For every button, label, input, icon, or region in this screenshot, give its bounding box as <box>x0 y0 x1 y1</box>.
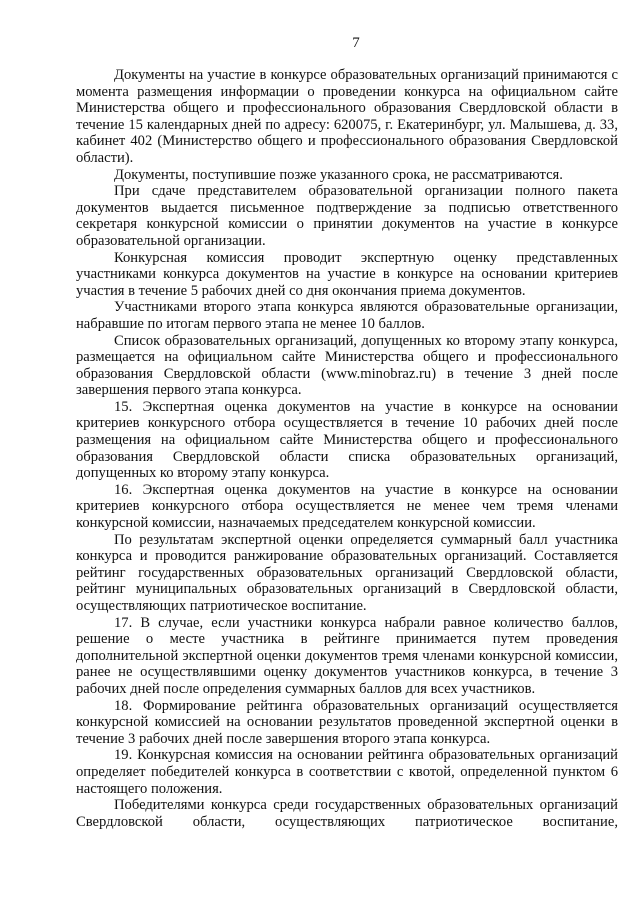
paragraph-ranking: По результатам экспертной оценки определяется суммарный балл участника конкурса и проводится ранжирование образовательных организаций. Составляется рейтинг государственных образовательных организаций Свердловской области, рейтинг муниципальных образовательных организаций в Свердловской области, осуществляющих патриотическое воспитание. <box>76 531 618 614</box>
paragraph-item-17: 17. В случае, если участники конкурса набрали равное количество баллов, решение о месте участника в рейтинге принимается путем проведения дополнительной экспертной оценки документов тремя членами конкурсной комиссии, ранее не осуществлявшими оценку документов участников конкурса, в течение 3 рабочих дней после определения суммарных баллов для всех участников. <box>76 614 618 697</box>
paragraph-second-stage-participants: Участниками второго этапа конкурса являются образовательные организации, набравшие по итогам первого этапа не менее 10 баллов. <box>76 299 618 332</box>
paragraph-item-19: 19. Конкурсная комиссия на основании рейтинга образовательных организаций определяет победителей конкурса в соответствии с квотой, определенной пунктом 6 настоящего положения. <box>76 747 618 797</box>
paragraph-late-documents: Документы, поступившие позже указанного срока, не рассматриваются. <box>114 166 563 183</box>
paragraph-item-15: 15. Экспертная оценка документов на участие в конкурсе на основании критериев конкурсного отбора осуществляется в течение 10 рабочих дней после размещения на официальном сайте Министерства общего и профессионального образования Свердловской области списка образовательных организаций, допущенных ко второму этапу конкурса. <box>76 398 618 482</box>
paragraph-document-submission: Документы на участие в конкурсе образовательных организаций принимаются с момента размещения информации о проведении конкурса на официальном сайте Министерства общего и профессионального образования Свердловской области в течение 15 календарных дней по адресу: 620075, г. Екатеринбург, ул. Малышева, д. 33, кабинет 402 (Министерство общего и профессионального образования Свердловской области). <box>76 67 618 166</box>
paragraph-submission-confirmation: При сдаче представителем образовательной организации полного пакета документов выдается письменное подтверждение за подписью ответственного секретаря конкурсной комиссии о принятии документов на участие в конкурсе образовательной организации. <box>76 183 618 249</box>
paragraph-winners: Победителями конкурса среди государственных образовательных организаций Свердловской области, осуществляющих патриотическое воспитание, <box>76 797 618 830</box>
paragraph-expert-evaluation: Конкурсная комиссия проводит экспертную оценку представленных участниками конкурса документов на участие в конкурсе на основании критериев участия в течение 5 рабочих дней со дня окончания приема документов. <box>76 249 618 299</box>
paragraph-admitted-list: Список образовательных организаций, допущенных ко второму этапу конкурса, размещается на официальном сайте Министерства общего и профессионального образования Свердловской области (www.minobraz.ru) в течение 3 дней после завершения первого этапа конкурса. <box>76 332 618 399</box>
page-number: 7 <box>352 35 360 51</box>
paragraph-item-16: 16. Экспертная оценка документов на участие в конкурсе на основании критериев конкурсного отбора осуществляется не менее чем тремя членами конкурсной комиссии, назначаемых председателем конкурсной комиссии. <box>76 481 618 532</box>
paragraph-item-18: 18. Формирование рейтинга образовательных организаций осуществляется конкурсной комиссией на основании результатов проведенной экспертной оценки в течение 3 рабочих дней после завершения второго этапа конкурса. <box>76 697 618 747</box>
